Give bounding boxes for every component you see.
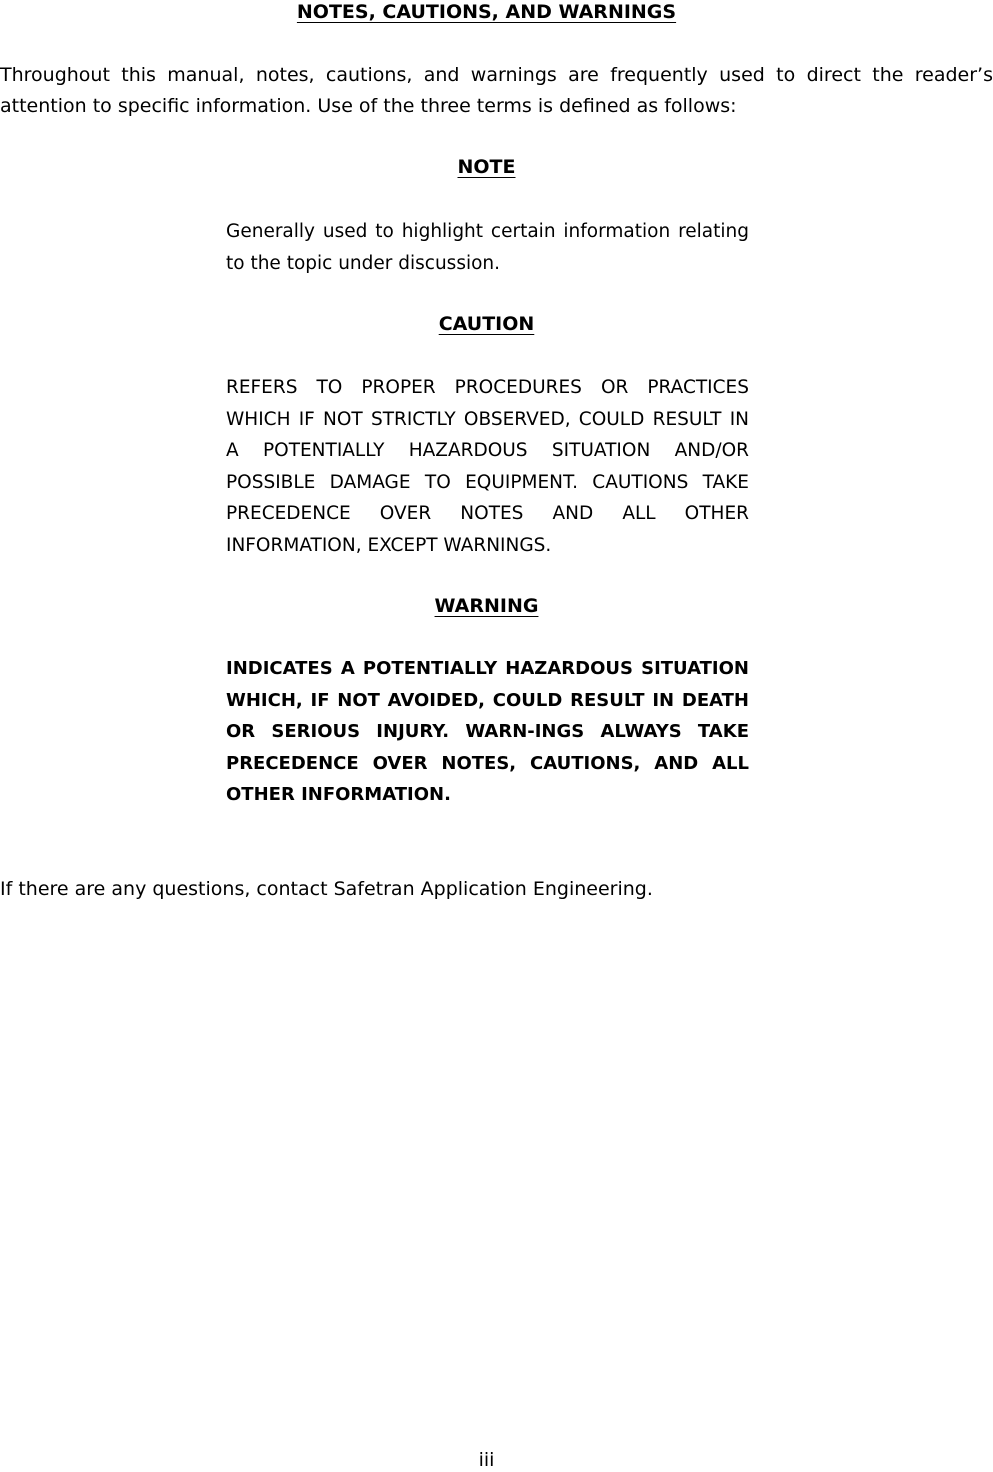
closing-paragraph: If there are any questions, contact Safetran Application Engineering. (0, 878, 653, 900)
note-heading: NOTE (457, 156, 516, 178)
caution-heading: CAUTION (438, 313, 535, 335)
warning-heading: WARNING (434, 595, 539, 617)
caution-text: REFERS TO PROPER PROCEDURES OR PRACTICES WHICH IF NOT STRICTLY OBSERVED, COULD RESULT IN A POTENTIALLY HAZARDOUS SITUATION AND/OR POSSIBLE DAMAGE TO EQUIPMENT. CAUTIONS TAKE PRECEDENCE OVER NOTES AND ALL OTHER INFORMATION, EXCEPT WARNINGS. (226, 377, 749, 556)
note-text: Generally used to highlight certain information relating to the topic under discussion. (226, 221, 749, 274)
intro-paragraph: Throughout this manual, notes, cautions, and warnings are frequently used to direct the reader’s attention to specific information. Use of the three terms is defined as follows: (0, 64, 993, 117)
page-title: NOTES, CAUTIONS, AND WARNINGS (296, 1, 677, 23)
page-number: iii (478, 1449, 495, 1471)
warning-text: INDICATES A POTENTIALLY HAZARDOUS SITUATION WHICH, IF NOT AVOIDED, COULD RESULT IN DEATH OR SERIOUS INJURY. WARN-INGS ALWAYS TAKE PRECEDENCE OVER NOTES, CAUTIONS, AND ALL OTHER INFORMATION. (226, 658, 749, 806)
